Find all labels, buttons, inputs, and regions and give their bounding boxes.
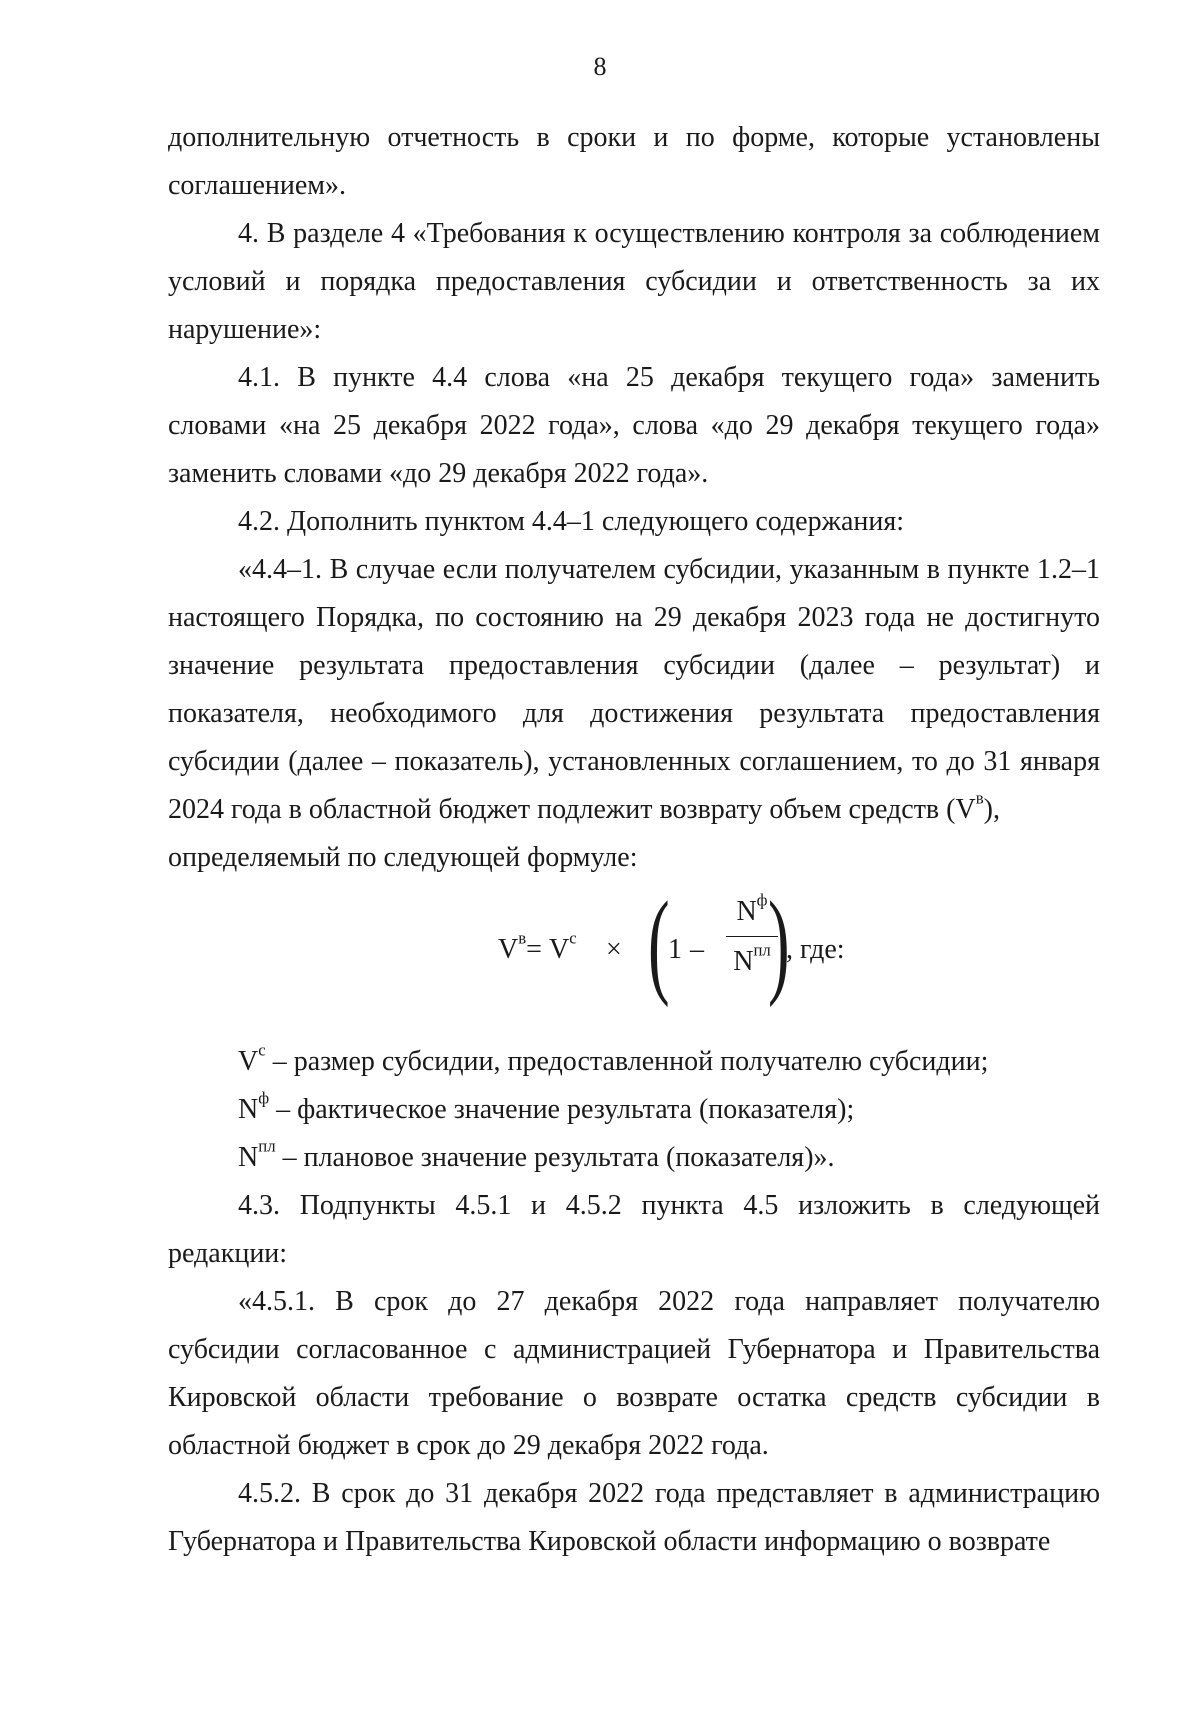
paragraph-4-4-1-formula-intro: определяемый по следующей формуле: bbox=[168, 842, 638, 873]
paragraph-4-5-1: «4.5.1. В срок до 27 декабря 2022 года направляет получателю субсидии согласованное с администрацией Губернатора и Правительства Кировской области требование о возврате остатка средств субсидии в областной бюджет в срок до 29 декабря 2022 года. bbox=[168, 1286, 1100, 1461]
definition-sup: с bbox=[258, 1040, 266, 1060]
paragraph-4-4-1 bbox=[168, 546, 1100, 834]
page-body bbox=[168, 114, 1100, 1566]
page-number: 8 bbox=[593, 52, 607, 81]
formula-rhs-sup: с bbox=[569, 928, 577, 948]
paragraph-4-4-1-end: ), bbox=[983, 794, 1000, 825]
formula-times: × bbox=[606, 934, 622, 965]
definition-text: – плановое значение результата (показателя)». bbox=[275, 1142, 835, 1173]
definition-text: – фактическое значение результата (показателя); bbox=[269, 1094, 855, 1125]
formula-den-sup: пл bbox=[753, 940, 771, 960]
definition-symbol: N bbox=[238, 1142, 259, 1173]
definition-nf bbox=[168, 1086, 1100, 1134]
formula-paren-right: ) bbox=[768, 877, 790, 1008]
paragraph-4-5-2: 4.5.2. В срок до 31 декабря 2022 года представляет в администрацию Губернатора и Правительства Кировской области информацию о возврате bbox=[168, 1478, 1100, 1557]
paragraph-4-2: 4.2. Дополнить пунктом 4.4–1 следующего содержания: bbox=[238, 506, 905, 537]
paragraph-4-4-1-text: «4.4–1. В случае если получателем субсидии, указанным в пункте 1.2–1 настоящего Порядка, по состоянию на 29 декабря 2023 года не достигнуто значение результата предоставления субсидии (далее – результат) и показателя, необходимого для достижения результата предоставления субсидии (далее – показатель), установленных соглашением, то до 31 января 2024 года в областной бюджет подлежит возврату объем средств (V bbox=[168, 554, 1100, 825]
formula-paren-left: ( bbox=[648, 877, 670, 1008]
definition-sup: ф bbox=[258, 1088, 270, 1108]
return-formula bbox=[168, 877, 1100, 1024]
paragraph-4-4-1-sup: в bbox=[975, 788, 984, 808]
paragraph-continuation: дополнительную отчетность в сроки и по форме, которые установлены соглашением». bbox=[168, 122, 1100, 201]
paragraph-4-3: 4.3. Подпункты 4.5.1 и 4.5.2 пункта 4.5 изложить в следующей редакции: bbox=[168, 1190, 1100, 1269]
definition-vc bbox=[168, 1038, 1100, 1086]
formula-lhs-sup: в bbox=[518, 928, 527, 948]
formula-num-base: N bbox=[736, 896, 757, 927]
formula-minus: – bbox=[690, 934, 704, 965]
formula-lhs bbox=[498, 926, 577, 974]
definition-npl bbox=[168, 1134, 1100, 1182]
formula-den-base: N bbox=[733, 946, 754, 977]
formula-eq: = V bbox=[526, 934, 570, 965]
definition-symbol: V bbox=[238, 1046, 259, 1077]
paragraph-section-4: 4. В разделе 4 «Требования к осуществлению контроля за соблюдением условий и порядка предоставления субсидии и ответственность за их нарушение»: bbox=[168, 218, 1100, 345]
definition-sup: пл bbox=[258, 1136, 276, 1156]
definition-symbol: N bbox=[238, 1094, 259, 1125]
formula-tail: , где: bbox=[786, 934, 845, 965]
formula-one: 1 bbox=[668, 934, 682, 965]
paragraph-4-1: 4.1. В пункте 4.4 слова «на 25 декабря текущего года» заменить словами «на 25 декабря 2022 года», слова «до 29 декабря текущего года» заменить словами «до 29 декабря 2022 года». bbox=[168, 362, 1100, 489]
formula-num-sup: ф bbox=[756, 890, 768, 910]
definition-text: – размер субсидии, предоставленной получателю субсидии; bbox=[265, 1046, 989, 1077]
formula-lhs-base: V bbox=[498, 934, 519, 965]
